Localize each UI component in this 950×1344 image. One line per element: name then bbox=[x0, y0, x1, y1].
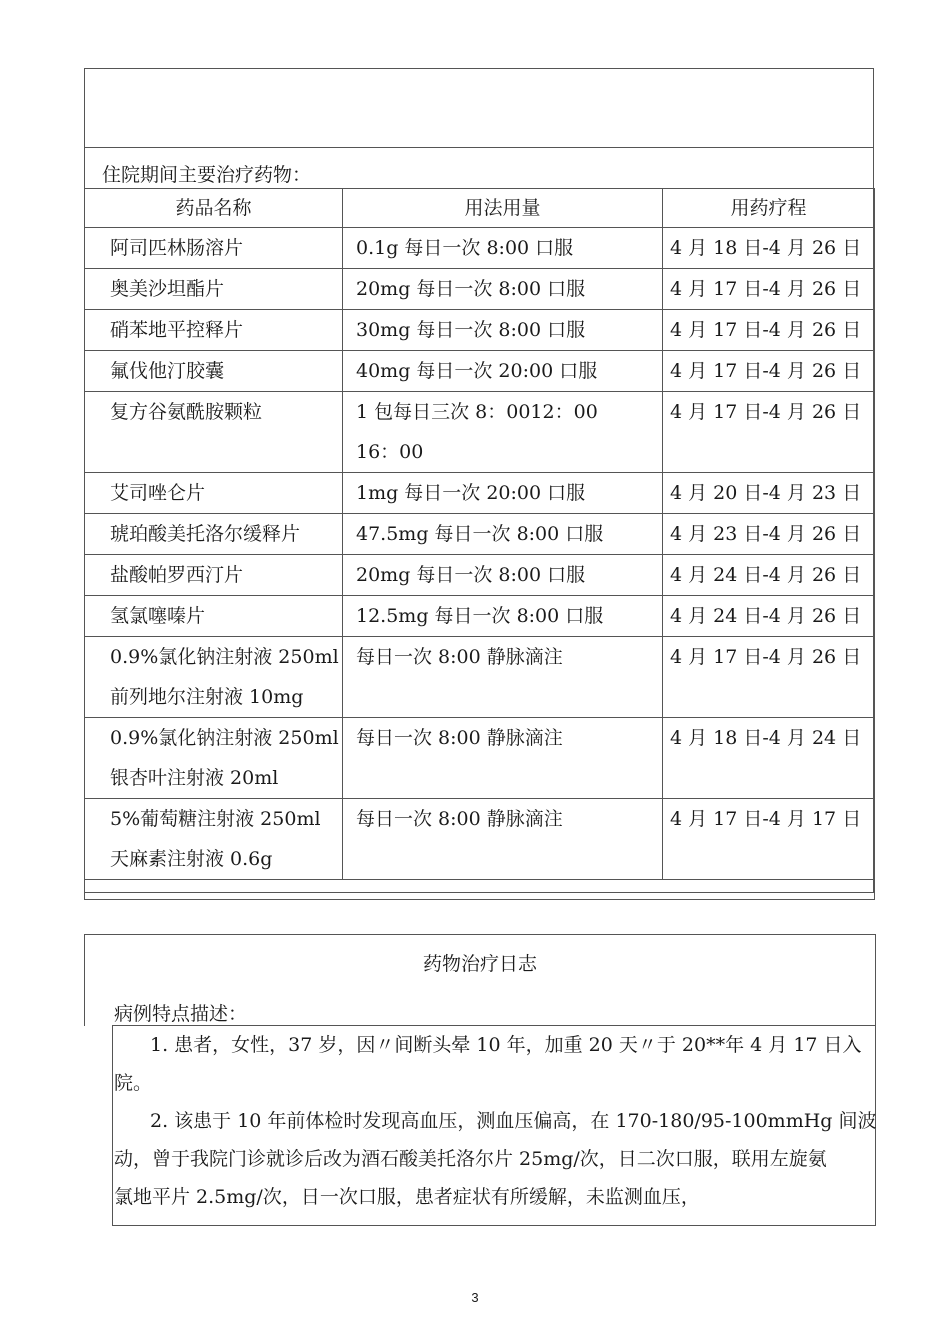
table-row bbox=[85, 718, 875, 799]
table-row bbox=[85, 637, 875, 718]
course-text: 4 月 23 日-4 月 26 日 bbox=[670, 523, 862, 545]
course-cell bbox=[663, 555, 875, 596]
drug-name-line: 氢氯噻嗪片 bbox=[110, 605, 206, 627]
usage-dosage-cell bbox=[343, 514, 663, 555]
drug-name-line: 硝苯地平控释片 bbox=[110, 319, 244, 341]
case-paragraph-line: 氯地平片 2.5mg/次，日一次口服，患者症状有所缓解，未监测血压， bbox=[114, 1186, 700, 1208]
case-paragraph-line: 2. 该患于 10 年前体检时发现高血压，测血压偏高，在 170-180/95-100mmHg 间波 bbox=[150, 1110, 877, 1132]
course-text: 4 月 24 日-4 月 26 日 bbox=[670, 605, 862, 627]
course-cell bbox=[663, 718, 875, 799]
table-row bbox=[85, 799, 875, 880]
drug-name-cell bbox=[85, 392, 343, 473]
drug-name-line: 艾司唑仑片 bbox=[110, 482, 206, 504]
usage-dosage-cell bbox=[343, 555, 663, 596]
usage-dosage-cell bbox=[343, 637, 663, 718]
drug-name-line: 奥美沙坦酯片 bbox=[110, 278, 225, 300]
course-cell bbox=[663, 596, 875, 637]
table-row bbox=[85, 351, 875, 392]
course-text: 4 月 17 日-4 月 26 日 bbox=[670, 278, 862, 300]
treatment-log-title: 药物治疗日志 bbox=[422, 953, 537, 975]
table-row bbox=[85, 269, 875, 310]
drug-name-cell bbox=[85, 718, 343, 799]
case-description-box bbox=[112, 1025, 876, 1226]
table-row bbox=[85, 555, 875, 596]
drug-name-line: 复方谷氨酰胺颗粒 bbox=[110, 401, 263, 423]
usage-dosage-line: 20mg 每日一次 8:00 口服 bbox=[356, 564, 586, 586]
usage-dosage-line: 1mg 每日一次 20:00 口服 bbox=[356, 482, 586, 504]
drug-name-line: 阿司匹林肠溶片 bbox=[110, 237, 244, 259]
course-text: 4 月 20 日-4 月 23 日 bbox=[670, 482, 862, 504]
course-cell bbox=[663, 514, 875, 555]
drug-name-line: 前列地尔注射液 10mg bbox=[110, 686, 304, 708]
drug-name-cell bbox=[85, 514, 343, 555]
header-drug-name: 药品名称 bbox=[85, 189, 343, 228]
table-row bbox=[85, 473, 875, 514]
table-row bbox=[85, 392, 875, 473]
usage-dosage-line: 每日一次 8:00 静脉滴注 bbox=[356, 808, 563, 830]
drug-name-line: 0.9%氯化钠注射液 250ml bbox=[110, 727, 339, 749]
case-paragraph-line: 动，曾于我院门诊就诊后改为酒石酸美托洛尔片 25mg/次，日二次口服，联用左旋氨 bbox=[114, 1148, 827, 1170]
course-cell bbox=[663, 310, 875, 351]
header-usage-dosage: 用法用量 bbox=[343, 189, 663, 228]
drug-name-cell bbox=[85, 228, 343, 269]
drug-name-cell bbox=[85, 596, 343, 637]
case-description-label: 病例特点描述： bbox=[114, 1003, 248, 1025]
case-paragraph-line: 院。 bbox=[114, 1072, 153, 1094]
course-text: 4 月 24 日-4 月 26 日 bbox=[670, 564, 862, 586]
table-row bbox=[85, 228, 875, 269]
case-paragraph bbox=[113, 1102, 875, 1216]
course-cell bbox=[663, 637, 875, 718]
drug-name-cell bbox=[85, 637, 343, 718]
table-row bbox=[85, 514, 875, 555]
drug-name-line: 氟伐他汀胶囊 bbox=[110, 360, 225, 382]
course-cell bbox=[663, 392, 875, 473]
page-number: 3 bbox=[471, 1290, 479, 1305]
course-text: 4 月 18 日-4 月 26 日 bbox=[670, 237, 862, 259]
header-course: 用药疗程 bbox=[663, 189, 875, 228]
table-header-row bbox=[85, 189, 875, 228]
course-text: 4 月 17 日-4 月 26 日 bbox=[670, 401, 862, 423]
usage-dosage-cell bbox=[343, 392, 663, 473]
usage-dosage-line: 30mg 每日一次 8:00 口服 bbox=[356, 319, 586, 341]
case-paragraph bbox=[113, 1026, 875, 1102]
course-text: 4 月 17 日-4 月 26 日 bbox=[670, 319, 862, 341]
course-cell bbox=[663, 799, 875, 880]
drug-name-line: 盐酸帕罗西汀片 bbox=[110, 564, 244, 586]
usage-dosage-line: 每日一次 8:00 静脉滴注 bbox=[356, 727, 563, 749]
course-cell bbox=[663, 269, 875, 310]
drug-name-cell bbox=[85, 799, 343, 880]
usage-dosage-cell bbox=[343, 310, 663, 351]
usage-dosage-cell bbox=[343, 269, 663, 310]
usage-dosage-cell bbox=[343, 473, 663, 514]
usage-dosage-cell bbox=[343, 228, 663, 269]
course-text: 4 月 17 日-4 月 26 日 bbox=[670, 646, 862, 668]
course-text: 4 月 17 日-4 月 26 日 bbox=[670, 360, 862, 382]
drug-name-cell bbox=[85, 269, 343, 310]
usage-dosage-cell bbox=[343, 351, 663, 392]
course-cell bbox=[663, 228, 875, 269]
drug-name-line: 0.9%氯化钠注射液 250ml bbox=[110, 646, 339, 668]
course-cell bbox=[663, 351, 875, 392]
drug-name-line: 琥珀酸美托洛尔缓释片 bbox=[110, 523, 301, 545]
course-text: 4 月 18 日-4 月 24 日 bbox=[670, 727, 862, 749]
usage-dosage-line: 16：00 bbox=[356, 441, 424, 463]
drug-name-line: 天麻素注射液 0.6g bbox=[110, 848, 273, 870]
course-cell bbox=[663, 473, 875, 514]
medication-section-title: 住院期间主要治疗药物： bbox=[102, 164, 312, 186]
drug-name-line: 银杏叶注射液 20ml bbox=[110, 767, 279, 789]
medication-section bbox=[84, 68, 874, 893]
drug-name-cell bbox=[85, 555, 343, 596]
drug-name-cell bbox=[85, 473, 343, 514]
table-row bbox=[85, 596, 875, 637]
usage-dosage-line: 1 包每日三次 8：0012：00 bbox=[356, 401, 598, 423]
course-text: 4 月 17 日-4 月 17 日 bbox=[670, 808, 862, 830]
usage-dosage-line: 12.5mg 每日一次 8:00 口服 bbox=[356, 605, 604, 627]
usage-dosage-cell bbox=[343, 799, 663, 880]
drug-name-cell bbox=[85, 351, 343, 392]
usage-dosage-line: 每日一次 8:00 静脉滴注 bbox=[356, 646, 563, 668]
usage-dosage-line: 47.5mg 每日一次 8:00 口服 bbox=[356, 523, 604, 545]
usage-dosage-line: 0.1g 每日一次 8:00 口服 bbox=[356, 237, 574, 259]
case-paragraph-line: 1. 患者，女性，37 岁，因〃间断头晕 10 年，加重 20 天〃于 20**年 4 月 17 日入 bbox=[150, 1034, 862, 1056]
usage-dosage-line: 40mg 每日一次 20:00 口服 bbox=[356, 360, 598, 382]
blank-area bbox=[85, 69, 873, 148]
drug-name-line: 5%葡萄糖注射液 250ml bbox=[110, 808, 321, 830]
drug-name-cell bbox=[85, 310, 343, 351]
usage-dosage-cell bbox=[343, 596, 663, 637]
usage-dosage-line: 20mg 每日一次 8:00 口服 bbox=[356, 278, 586, 300]
usage-dosage-cell bbox=[343, 718, 663, 799]
table-row bbox=[85, 310, 875, 351]
medication-table bbox=[84, 188, 875, 900]
table-empty-row bbox=[85, 880, 875, 900]
treatment-log-header bbox=[84, 934, 876, 1026]
